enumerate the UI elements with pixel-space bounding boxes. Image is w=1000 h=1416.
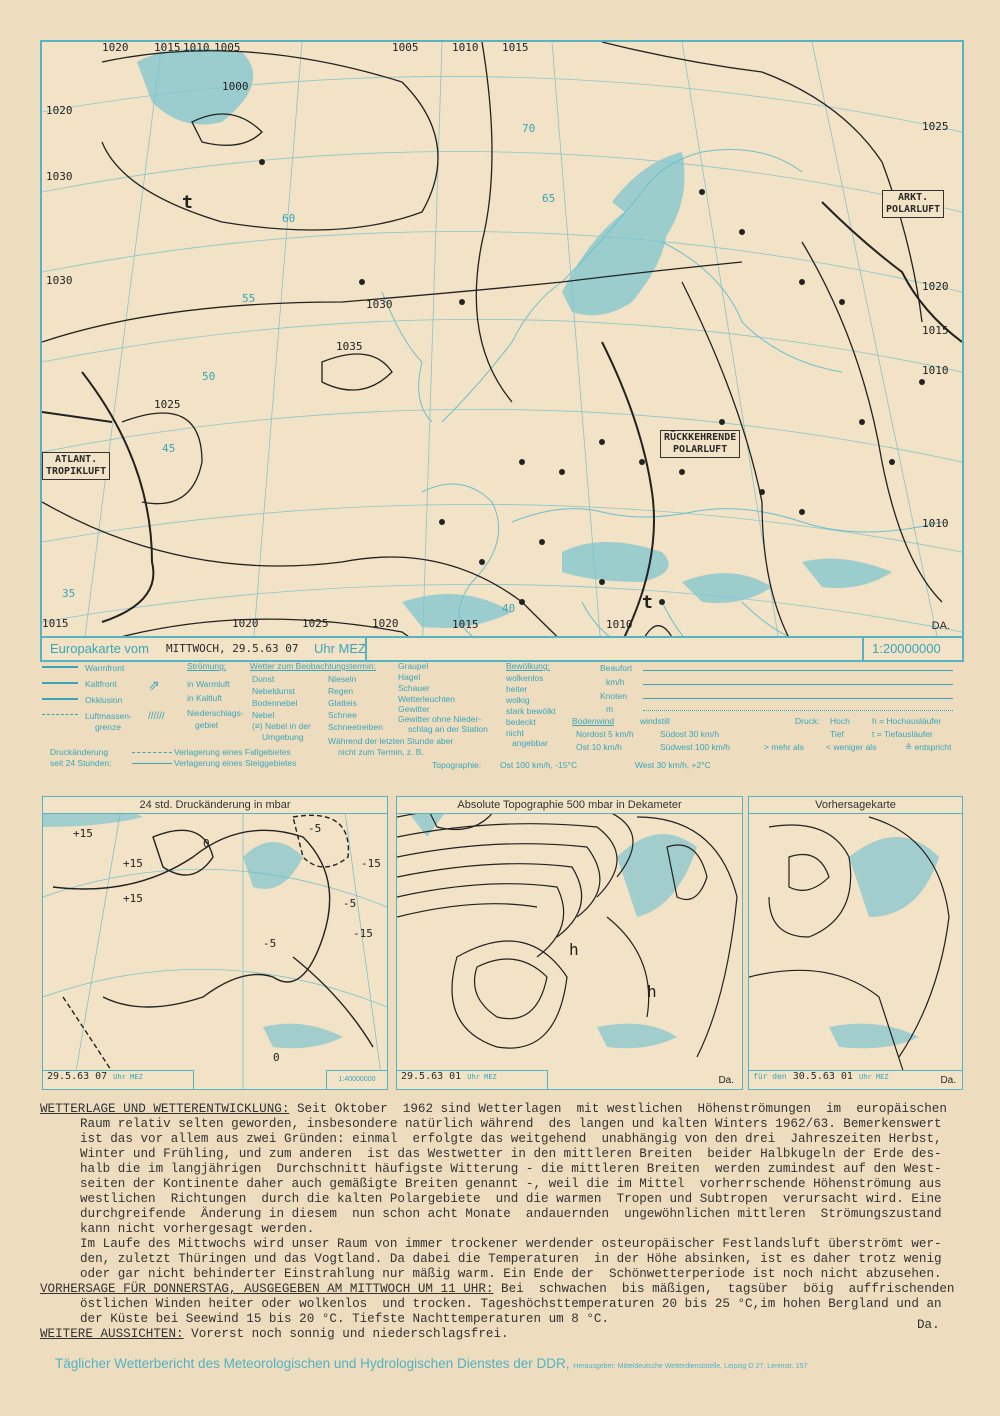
isobar-label: 1030: [366, 298, 393, 311]
isobar-label: 1010: [606, 618, 633, 631]
report-line: [40, 1222, 970, 1237]
isobar-label: 1030: [46, 170, 73, 183]
legend-pressure-change: seit 24 Stunden:: [50, 758, 112, 768]
isobar-label: 1005: [214, 41, 241, 54]
legend-luftmassengrenze-2: grenze: [95, 722, 121, 732]
airmass-boundary-icon: [42, 714, 78, 715]
legend-wind-row: km/h: [606, 677, 625, 687]
report-line: [40, 1207, 970, 1222]
footer-publisher: Herausgeber: Mitteldeutsche Wetterdienststelle, Leipzig O 27, Leninstr. 157: [573, 1363, 808, 1370]
report-signature: Da.: [917, 1318, 940, 1332]
report-text: halb die im langjährigen Durchschnitt häufigste Witterung - die mittleren Breiten werden zumindest auf den West-: [80, 1162, 942, 1176]
legend-comparison: < weniger als: [826, 742, 877, 752]
legend-warmfront: Warmfront: [85, 663, 125, 673]
legend-okklusion: Okklusion: [85, 695, 123, 705]
airmass-text: POLARLUFT: [673, 444, 728, 455]
isobar-label: 1015: [452, 618, 479, 631]
legend-weather-item: Nieseln: [328, 674, 357, 684]
pressure-change-label: 0: [203, 837, 210, 850]
report-line: [40, 1297, 970, 1312]
legend-shift-falling: Verlagerung eines Fallgebietes: [174, 747, 291, 757]
small-map-date: [749, 1070, 962, 1089]
airmass-text: ATLANT.: [55, 454, 98, 465]
date-text: 29.5.63 01: [401, 1071, 462, 1082]
report-text: östlichen Winden heiter oder wolkenlos und trocken. Tageshöchsttemperaturen 20 bis 25 °C,im hohen Bergland und an: [80, 1297, 942, 1311]
isobar-label: 1010: [452, 41, 479, 54]
legend-wind-row: m: [606, 704, 614, 714]
report-line: [40, 1282, 970, 1297]
report-line: [40, 1312, 970, 1327]
airmass-label-arctic: [882, 190, 944, 218]
legend-wind-row: Knoten: [600, 691, 627, 701]
kaltfront-icon: [42, 682, 78, 684]
legend-cloud-item: wolkig: [506, 695, 530, 705]
airmass-text: POLARLUFT: [886, 204, 941, 215]
legend-pressure: h = Hochausläufer: [872, 716, 942, 726]
legend-cloud-item: angebbar: [512, 738, 548, 748]
legend-topography: Topographie:: [432, 760, 482, 770]
latitude-label: 50: [202, 370, 216, 383]
signature: Da.: [940, 1075, 956, 1086]
legend-weather-item: Gewitter ohne Nieder-: [398, 714, 482, 724]
date-text: 29.5.63 07: [47, 1071, 108, 1082]
legend-cloud-item: nicht: [506, 728, 524, 738]
legend-weather-item: Glatteis: [328, 698, 357, 708]
legend-weather-item: (≡) Nebel in der: [252, 721, 311, 731]
isobar-label: 1020: [372, 617, 399, 630]
map-drawing: [749, 797, 962, 1089]
legend-cloud-title: Bewölkung:: [506, 661, 550, 671]
legend-weather-item: Schnee: [328, 710, 357, 720]
report-text: den, zuletzt Thüringen und das Vogtland. Da dabei die Temperaturen in der Höhe absinken, ist es daher trotz wenig: [80, 1252, 942, 1266]
latitude-label: 35: [62, 587, 76, 600]
report-heading: WETTERLAGE UND WETTERENTWICKLUNG:: [40, 1102, 290, 1116]
small-map-date: [397, 1070, 548, 1089]
legend-weather-item: Regen: [328, 686, 354, 696]
footer-title: Täglicher Wetterbericht des Meteorologischen und Hydrologischen Dienstes der DDR,: [55, 1356, 570, 1371]
report-line: [40, 1132, 970, 1147]
legend-weather-item: Hagel: [398, 672, 421, 682]
latitude-label: 55: [242, 292, 256, 305]
legend-weather-item: Schneetreiben: [328, 722, 383, 732]
low-symbol: t: [182, 192, 193, 213]
caption-prefix: Europakarte vom: [50, 641, 149, 656]
report-text: Raum relativ selten geworden, insbesondere natürlich während des langen und kalten Winters 1962/63. Bemerkenswert: [80, 1117, 942, 1131]
latitude-label: 60: [282, 212, 296, 225]
report-line: [40, 1177, 970, 1192]
report-text: der Küste bei Seewind 15 bis 20 °C. Tiefste Nachttemperaturen um 8 °C.: [80, 1312, 610, 1326]
isobar-label: 1025: [302, 617, 329, 630]
low-symbol: t: [642, 592, 653, 613]
legend-flow-title: Strömung:: [187, 661, 227, 671]
pressure-change-label: -15: [361, 857, 381, 870]
weather-report: [40, 1102, 970, 1342]
legend-weather-title: Wetter zum Beobachtungstermin:: [250, 661, 376, 671]
legend-comparison: ≙ entspricht: [905, 742, 952, 752]
isobar-label: 1010: [922, 517, 949, 530]
isobar-label: 1020: [102, 41, 129, 54]
legend-pressure: Hoch: [830, 716, 850, 726]
report-text: westlichen Richtungen durch die kalten Polargebiete und die warmen Tropen und Subtropen verursacht wird. Eine: [80, 1192, 942, 1206]
map-caption-bar: [42, 636, 962, 660]
time-unit: Uhr MEZ: [467, 1073, 497, 1081]
small-map-title: Absolute Topographie 500 mbar in Dekameter: [397, 797, 742, 814]
footer: [55, 1356, 807, 1371]
report-line: [40, 1267, 970, 1282]
report-text: ist das vor allem aus zwei Gründen: einmal erfolgte das weitgehend unabhängig von den drei Jahreszeiten Herbst,: [80, 1132, 942, 1146]
report-text: Im Laufe des Mittwochs wird unser Raum von immer trockener werdender osteuropäischer Festlandsluft überströmt wer-: [80, 1237, 942, 1251]
isobar-label: 1015: [502, 41, 529, 54]
time-unit: Uhr MEZ: [113, 1073, 143, 1081]
legend-topo-example: Ost 100 km/h, -15°C: [500, 760, 578, 770]
airmass-label-atlantic: [42, 452, 110, 480]
legend-wind-example: Ost 10 km/h: [576, 742, 622, 752]
topography-500mbar-map: [396, 796, 743, 1090]
legend-wind-example: Nordost 5 km/h: [576, 729, 634, 739]
report-text: seiten der Kontinente daher auch gemäßigte Breiten genannt -, weil die im Mittel vorherrschende Höhenströmung aus: [80, 1177, 942, 1191]
legend-pressure: Tief: [830, 729, 844, 739]
okklusion-icon: [42, 698, 78, 700]
airmass-text: RÜCKKEHRENDE: [664, 432, 737, 443]
legend-last-hour: Während der letzten Stunde aber: [328, 736, 454, 746]
latitude-label: 70: [522, 122, 536, 135]
caption-suffix: Uhr MEZ: [314, 641, 366, 656]
legend-weather-item: Dunst: [252, 674, 275, 684]
legend-comparison: > mehr als: [764, 742, 804, 752]
precip-hatch-icon: //////: [148, 711, 165, 722]
europe-weather-map: [40, 40, 964, 662]
forecast-map: [748, 796, 963, 1090]
high-symbol: h: [647, 982, 657, 1001]
report-text: Vorerst noch sonnig und niederschlagsfrei.: [183, 1327, 509, 1341]
legend-cloud-item: heiter: [506, 684, 528, 694]
report-line: [40, 1327, 970, 1342]
small-map-title: 24 std. Druckänderung in mbar: [43, 797, 387, 814]
isobar-label: 1015: [922, 324, 949, 337]
map-legend: [40, 660, 962, 772]
date-prefix: für den: [753, 1072, 787, 1081]
report-line: [40, 1162, 970, 1177]
small-map-date: [43, 1070, 194, 1089]
date-text: 30.5.63 01: [792, 1071, 853, 1082]
latitude-label: 40: [502, 602, 516, 615]
airmass-label-returning: [660, 430, 740, 458]
legend-flow-item: Niederschlags-: [187, 708, 244, 718]
legend-weather-item: Wetterleuchten: [398, 694, 456, 704]
pressure-change-label: -15: [353, 927, 373, 940]
isobar-label: 1000: [222, 80, 249, 93]
isobar-label: 1025: [154, 398, 181, 411]
isobar-label: 1020: [232, 617, 259, 630]
latitude-label: 45: [162, 442, 176, 455]
isobar-label: 1020: [922, 280, 949, 293]
map-drawing: [43, 797, 387, 1089]
pressure-change-label: -5: [343, 897, 357, 910]
isobar-label: 1035: [336, 340, 363, 353]
pressure-change-label: +15: [123, 892, 143, 905]
small-map-scale: 1:40000000: [326, 1070, 387, 1089]
caption-date: MITTWOCH, 29.5.63 07: [166, 642, 299, 655]
isobar-label: 1025: [922, 120, 949, 133]
latitude-label: 65: [542, 192, 556, 205]
legend-weather-item: Schauer: [398, 683, 430, 693]
report-line: [40, 1147, 970, 1162]
legend-pressure: t = Tiefausläufer: [872, 729, 933, 739]
report-text: oder gar nicht behinderter Einstrahlung nur mäßig warm. Ein Ende der Schönwetterperiode ist noch nicht abzusehen.: [80, 1267, 942, 1281]
airmass-text: TROPIKLUFT: [46, 466, 107, 477]
legend-weather-item: Nebel: [252, 710, 275, 720]
legend-flow-item: in Kaltluft: [187, 693, 222, 703]
time-unit: Uhr MEZ: [859, 1073, 889, 1081]
legend-cloud-item: wolkenlos: [506, 673, 544, 683]
flow-arrow-icon: ⇗: [148, 677, 160, 693]
pressure-change-label: -5: [263, 937, 277, 950]
map-drawing: [42, 42, 962, 660]
legend-calm: windstill: [640, 716, 670, 726]
pressure-change-label: 0: [273, 1051, 280, 1064]
isobar-label: 1030: [46, 274, 73, 287]
land-relief: [137, 49, 892, 628]
report-line: [40, 1192, 970, 1207]
report-line: [40, 1117, 970, 1132]
legend-last-hour: nicht zum Termin, z. B.: [338, 747, 424, 757]
isobar-label: 1010: [183, 41, 210, 54]
legend-wind-example: Südwest 100 km/h: [660, 742, 730, 752]
airmass-text: ARKT.: [898, 192, 929, 203]
legend-flow-item: in Warmluft: [187, 679, 230, 689]
legend-kaltfront: Kaltfront: [85, 679, 117, 689]
pressure-change-label: +15: [73, 827, 93, 840]
legend-weather-item: Graupel: [398, 661, 429, 671]
legend-pressure-change: Druckänderung: [50, 747, 109, 757]
report-heading: WEITERE AUSSICHTEN:: [40, 1327, 184, 1341]
high-symbol: h: [569, 940, 579, 959]
isobar-label: 1005: [392, 41, 419, 54]
legend-flow-item: gebiet: [195, 720, 219, 730]
legend-shift-rising: Verlagerung eines Steiggebietes: [174, 758, 297, 768]
report-line: [40, 1237, 970, 1252]
isobar-label: 1015: [42, 617, 69, 630]
report-text: kann nicht vorhergesagt werden.: [80, 1222, 315, 1236]
isobar-label: 1010: [922, 364, 949, 377]
report-heading: VORHERSAGE FÜR DONNERSTAG, AUSGEGEBEN AM MITTWOCH UM 11 UHR:: [40, 1282, 494, 1296]
report-text: Seit Oktober 1962 sind Wetterlagen mit westlichen Höhenströmungen im europäischen: [289, 1102, 947, 1116]
legend-weather-item: schlag an der Station: [408, 724, 488, 734]
isobar-label: 1015: [154, 41, 181, 54]
legend-wind-row: Beaufort: [600, 663, 633, 673]
signature: Da.: [718, 1075, 734, 1086]
pressure-change-label: -5: [308, 822, 322, 835]
warmfront-icon: [42, 666, 78, 668]
report-text: Winter und Frühling, und zum anderen ist das Westwetter in den mittleren Breiten beider Halbkugeln der Erde des-: [80, 1147, 942, 1161]
legend-ground-wind: Bodenwind: [572, 716, 615, 726]
report-line: [40, 1252, 970, 1267]
legend-cloud-item: bedeckt: [506, 717, 536, 727]
report-text: Bei schwachen bis mäßigen, tagsüber böig auffrischenden: [493, 1282, 955, 1296]
signature: DA.: [931, 620, 950, 632]
report-text: durchgreifende Änderung in diesem nun schon acht Monate andauernden ungewöhnlichen mittleren Strömungszustand: [80, 1207, 942, 1221]
legend-luftmassengrenze: Luftmassen-: [85, 711, 132, 721]
small-map-title: Vorhersagekarte: [749, 797, 962, 814]
legend-weather-item: Bodennebel: [252, 698, 298, 708]
isobar-label: 1020: [46, 104, 73, 117]
legend-weather-item: Umgebung: [262, 732, 304, 742]
legend-weather-item: Nebeldunst: [252, 686, 296, 696]
legend-topo-example: West 30 km/h, +2°C: [635, 760, 711, 770]
legend-cloud-item: stark bewölkt: [506, 706, 556, 716]
report-line: [40, 1102, 970, 1117]
pressure-change-map: [42, 796, 388, 1090]
pressure-change-label: +15: [123, 857, 143, 870]
map-scale: 1:20000000: [872, 641, 941, 656]
legend-pressure: Druck:: [795, 716, 820, 726]
legend-wind-example: Südost 30 km/h: [660, 729, 720, 739]
legend-weather-item: Gewitter: [398, 704, 430, 714]
